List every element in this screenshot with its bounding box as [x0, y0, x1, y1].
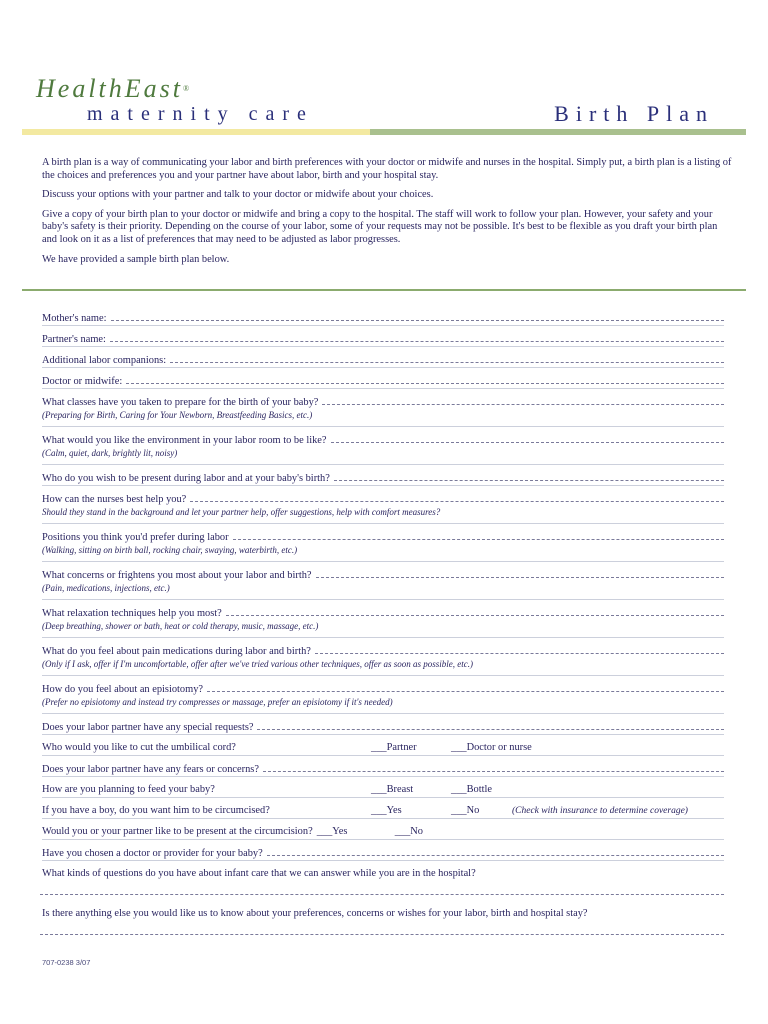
classes-field[interactable] [322, 395, 724, 405]
special-requests-field[interactable] [257, 720, 724, 730]
field-label: How are you planning to feed your baby? [42, 784, 215, 795]
field-label: How can the nurses best help you? [42, 494, 187, 505]
page-title: Birth Plan [554, 101, 714, 126]
intro-paragraph: Give a copy of your birth plan to your doctor or midwife and bring a copy to the hospital. The staff will work to follow your plan. However, your safety and your baby's safety is their priority. Depending on the course of your labor, some of your requests may not be possible. It's best to be flexible as you draft your birth plan and look on it as a list of preferences that may need to be adjusted as labor progresses. [42, 208, 718, 245]
environment-field[interactable] [331, 433, 724, 443]
field-hint: (Deep breathing, shower or bath, heat or cold therapy, music, massage, etc.) [42, 621, 319, 631]
companions-field[interactable] [170, 353, 724, 363]
form-row-companions [42, 347, 724, 368]
form-row-doctor [42, 368, 724, 389]
section-divider [22, 289, 746, 291]
field-hint: (Walking, sitting on birth ball, rocking chair, swaying, waterbirth, etc.) [42, 545, 298, 555]
feed-option-bottle[interactable]: ___Bottle [451, 784, 492, 795]
episiotomy-field[interactable] [207, 682, 724, 692]
field-label: Who would you like to cut the umbilical cord? [42, 742, 236, 753]
provider-field[interactable] [267, 846, 724, 856]
mother-name-field[interactable] [111, 311, 725, 321]
intro-text [42, 157, 732, 273]
form-row-concerns [42, 562, 724, 600]
field-hint: (Only if I ask, offer if I'm uncomfortable, offer after we've tried various other techniques, offer as soon as possible, etc.) [42, 659, 474, 669]
pain-meds-field[interactable] [315, 644, 724, 654]
form-row-special-requests [42, 714, 724, 735]
field-label: What kinds of questions do you have about infant care that we can answer while you are in the hospital? [42, 868, 476, 879]
registered-mark: ® [183, 84, 193, 93]
field-hint: (Calm, quiet, dark, brightly lit, noisy) [42, 448, 178, 458]
form-row-anything-else [42, 901, 724, 941]
field-label: Mother's name: [42, 313, 107, 324]
field-label: What would you like the environment in your labor room to be like? [42, 435, 327, 446]
form-row-present [42, 465, 724, 486]
intro-paragraph: A birth plan is a way of communicating your labor and birth preferences with your doctor or midwife and nurses in the hospital. Simply put, a birth plan is a listing of the choices and preferences you and your partner have about labor, birth and your hospital stay. [42, 157, 732, 181]
field-label: What classes have you taken to prepare for the birth of your baby? [42, 397, 319, 408]
brand-subtitle: maternity care [87, 103, 314, 125]
header-bar-green [370, 129, 746, 135]
form-code: 707-0238 3/07 [42, 958, 91, 967]
field-label: What do you feel about pain medications during labor and birth? [42, 646, 311, 657]
field-label: Additional labor companions: [42, 355, 167, 366]
form-row-fears [42, 756, 724, 777]
relaxation-field[interactable] [226, 606, 724, 616]
form-row-partner [42, 326, 724, 347]
field-label: Positions you think you'd prefer during labor [42, 532, 229, 543]
field-label: What relaxation techniques help you most? [42, 608, 222, 619]
form-row-positions [42, 524, 724, 562]
field-label: Who do you wish to be present during labor and at your baby's birth? [42, 473, 330, 484]
anything-else-field[interactable] [40, 934, 724, 935]
field-label: Partner's name: [42, 334, 106, 345]
present-field[interactable] [334, 471, 724, 481]
form-row-circumcise [42, 798, 724, 819]
form-row-pain-meds [42, 638, 724, 676]
cord-option-doctor[interactable]: ___Doctor or nurse [451, 742, 532, 753]
form-row-environment [42, 427, 724, 465]
brand-wordmark [36, 75, 192, 103]
form-row-relaxation [42, 600, 724, 638]
cord-option-partner[interactable]: ___Partner [371, 742, 417, 753]
field-hint: (Pain, medications, injections, etc.) [42, 583, 170, 593]
concerns-field[interactable] [316, 568, 724, 578]
form-row-provider [42, 840, 724, 861]
brand-logo [36, 74, 314, 125]
birth-plan-form [42, 305, 724, 941]
field-hint: (Preparing for Birth, Caring for Your Newborn, Breastfeeding Basics, etc.) [42, 410, 313, 420]
field-label: Have you chosen a doctor or provider for your baby? [42, 848, 263, 859]
circumcise-option-no[interactable]: ___No [451, 805, 480, 816]
form-row-circ-present [42, 819, 724, 840]
form-row-infant-care [42, 861, 724, 901]
intro-paragraph: Discuss your options with your partner and talk to your doctor or midwife about your choices. [42, 189, 434, 201]
field-label: Is there anything else you would like us to know about your preferences, concerns or wishes for your labor, birth and hospital stay? [42, 908, 588, 919]
feed-option-breast[interactable]: ___Breast [371, 784, 414, 795]
field-label: How do you feel about an episiotomy? [42, 684, 204, 695]
field-hint: Should they stand in the background and let your partner help, offer suggestions, help with comfort measures? [42, 507, 441, 517]
form-row-feed [42, 777, 724, 798]
form-row-cord [42, 735, 724, 756]
insurance-note: (Check with insurance to determine coverage) [512, 806, 688, 816]
field-hint: (Prefer no episiotomy and instead try compresses or massage, prefer an episiotomy if it's needed) [42, 697, 393, 707]
circ-present-option-yes[interactable]: ___Yes [316, 826, 348, 837]
form-row-nurses [42, 486, 724, 524]
brand-name: HealthEast [36, 74, 183, 103]
field-label: Would you or your partner like to be present at the circumcision? [42, 826, 313, 837]
form-row-classes [42, 389, 724, 427]
field-label: Doctor or midwife: [42, 376, 123, 387]
form-row-episiotomy [42, 676, 724, 714]
intro-paragraph: We have provided a sample birth plan below. [42, 253, 230, 265]
form-row-mother [42, 305, 724, 326]
infant-care-field[interactable] [40, 894, 724, 895]
field-label: Does your labor partner have any special requests? [42, 722, 254, 733]
circ-present-option-no[interactable]: ___No [394, 826, 423, 837]
circumcise-option-yes[interactable]: ___Yes [371, 805, 402, 816]
field-label: What concerns or frightens you most about your labor and birth? [42, 570, 312, 581]
nurses-field[interactable] [190, 492, 724, 502]
partner-name-field[interactable] [110, 332, 724, 342]
header-bar-yellow [22, 129, 370, 135]
field-label: If you have a boy, do you want him to be circumcised? [42, 805, 270, 816]
fears-field[interactable] [263, 762, 724, 772]
field-label: Does your labor partner have any fears or concerns? [42, 764, 259, 775]
positions-field[interactable] [233, 530, 724, 540]
doctor-field[interactable] [126, 374, 724, 384]
